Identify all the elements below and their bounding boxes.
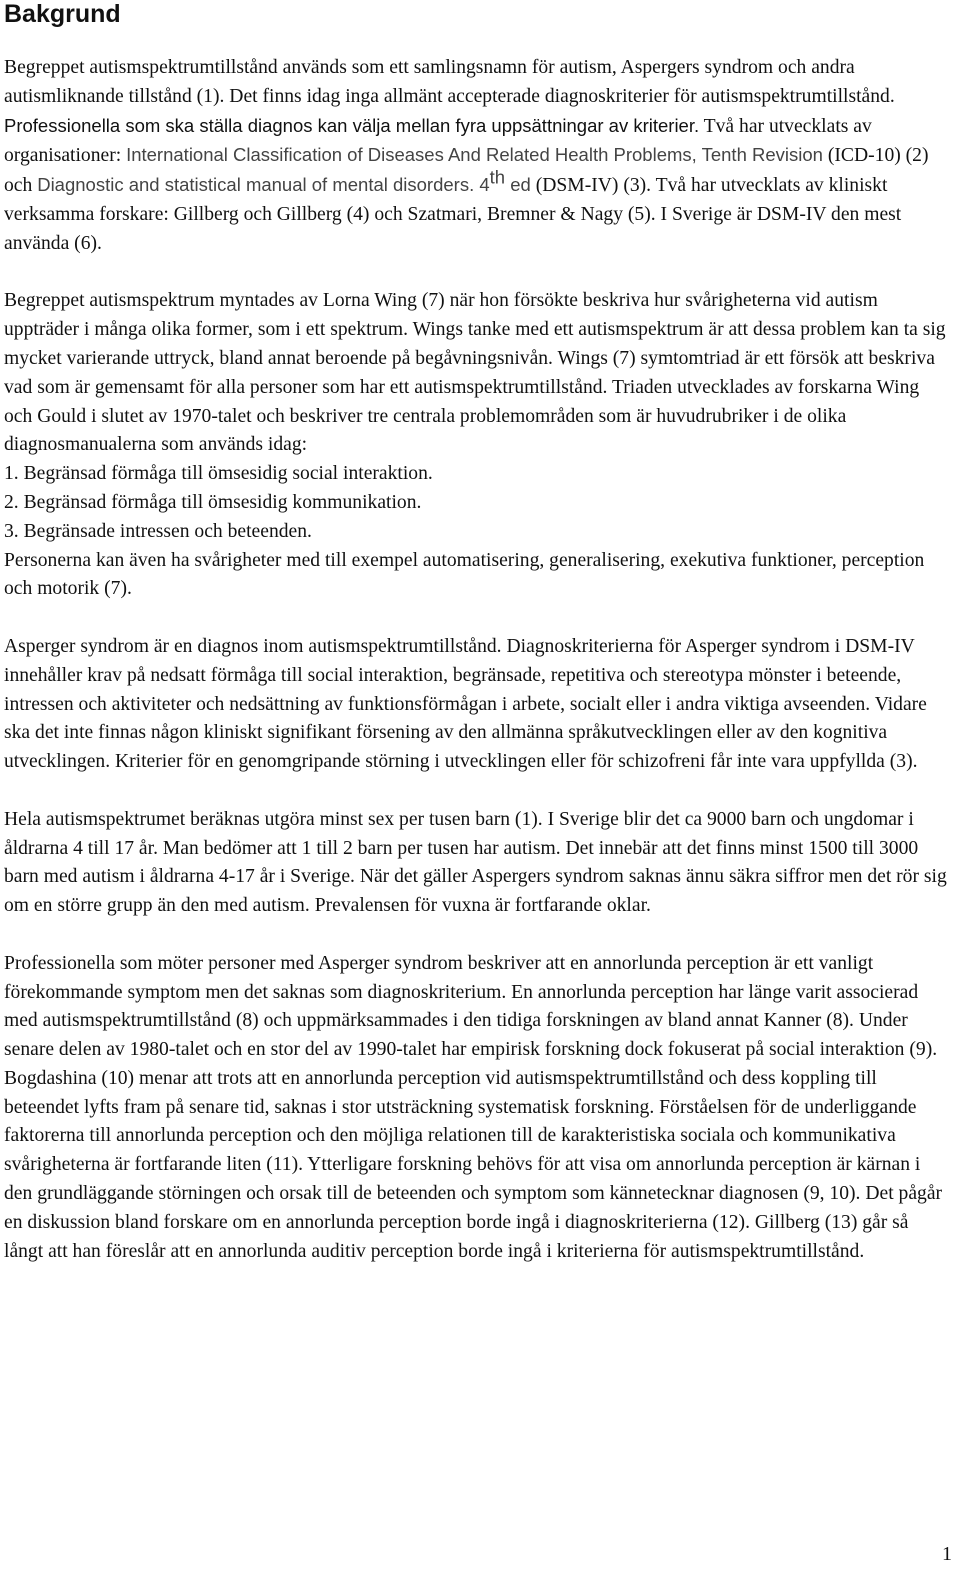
definitions-text-criteria: Professionella som ska ställa diagnos kan välja mellan fyra uppsättningar av kriterier.: [4, 114, 700, 136]
definitions-text-organisations: Två har utvecklats av organisationer:: [4, 115, 872, 167]
paragraph-perception: Professionella som möter personer med Asperger syndrom beskriver att en annorlunda perception är ett vanligt förekommande symptom men det saknas som diagnoskriterium. En annorlunda perception har länge varit associerad med autismspektrumtillstånd (8) och uppmärksammades i den tidiga forskningen av bland annat Kanner (8). Under senare delen av 1980-talet och en stor del av 1990-talet har empirisk forskning dock fokuserat på social interaktion (9). Bogdashina (10) menar att trots att en annorlunda perception vid autismspektrumtillstånd och dess koppling till beteendet lyfts fram på senare tid, saknas i stor utsträckning systematisk forskning. Förståelsen för de underliggande faktorerna till annorlunda perception och den möjliga relationen till de karakteristiska sociala och kommunikativa svårigheterna är fortfarande liten (11). Ytterligare forskning behövs för att visa om annorlunda perception är kärnan i den grundläggande störningen och orsak till de beteenden och symptom som kännetecknar diagnosen (9, 10). Det pågår en diskussion bland forskare om en annorlunda perception borde ingå i diagnoskriterierna (12). Gillberg (13) går så långt att han föreslår att en annorlunda auditiv perception borde ingå i kriterierna för autismspektrumtillstånd.: [4, 952, 943, 1262]
icd-reference: (ICD-10) (2) och: [4, 145, 929, 197]
paragraph-asperger: Asperger syndrom är en diagnos inom autismspektrumtillstånd. Diagnoskriterierna för Asperger syndrom i DSM-IV innehåller krav på nedsatt förmåga till social interaktion, begränsade, repetitiva och stereotypa mönster i beteende, intressen och aktiviteter och nedsättning av funktionsförmågan i arbete, socialt eller i andra viktiga avseenden. Vidare ska det inte finnas någon kliniskt signifikant försening av den allmänna språkutvecklingen eller av den kognitiva utvecklingen. Kriterier för en genomgripande störning i utvecklingen eller för schizofreni får inte vara uppfyllda (3).: [4, 635, 927, 773]
document-page: [4, 0, 952, 1295]
list-item: 2. Begränsad förmåga till ömsesidig kommunikation.: [4, 491, 422, 513]
definitions-text-intro: Begreppet autismspektrumtillstånd används som ett samlingsnamn för autism, Aspergers syndrom och andra autismliknande tillstånd (1). Det finns idag inga allmänt accepterade diagnoskriterier för autismspektrumtillstånd.: [4, 57, 895, 107]
page-number: 1: [942, 1543, 952, 1565]
definitions-text-outro: (DSM-IV) (3). Två har utvecklats av kliniskt verksamma forskare: Gillberg och Gillberg (4) och Szatmari, Bremner & Nagy (5). I Sverige är DSM-IV den mest använda (6).: [4, 175, 902, 254]
paragraph-prevalence: Hela autismspektrumet beräknas utgöra minst sex per tusen barn (1). I Sverige blir det ca 9000 barn och ungdomar i åldrarna 4 till 17 år. Man bedömer att 1 till 2 barn per tusen har autism. Det innebär att det finns minst 1500 till 3000 barn med autism i åldrarna 4-17 år i Sverige. När det gäller Aspergers syndrom saknas ännu säkra siffror men det rör sig om en större grupp än den med autism. Prevalensen för vuxna är fortfarande oklar.: [4, 808, 947, 917]
dsm-superscript: th: [489, 166, 506, 188]
paragraph-autism-spectrum: Begreppet autismspektrum myntades av Lorna Wing (7) när hon försökte beskriva hur svårigheterna vid autism uppträder i många olika former, som i ett spektrum. Wings tanke med ett autismspektrum är att dessa problem kan ta sig mycket varierande uttryck, bland annat beroende på begåvningsnivån. Wings (7) symtomtriad är ett försök att beskriva vad som är gemensamt för alla personer som har ett autismspektrumtillstånd. Triaden utvecklades av forskarna Wing och Gould i slutet av 1970-talet och beskriver tre centrala problemområden som är huvudrubriker i de olika diagnosmanualerna som används idag:: [4, 290, 946, 456]
section-heading: Bakgrund: [4, 0, 121, 28]
dsm-title: Diagnostic and statistical manual of mental disorders. 4: [37, 174, 490, 196]
list-item: 1. Begränsad förmåga till ömsesidig social interaktion.: [4, 463, 433, 485]
dsm-edition: ed: [505, 174, 531, 196]
icd-title: International Classification of Diseases And Related Health Problems, Tenth Revision: [126, 144, 823, 166]
list-item: 3. Begränsade intressen och beteenden.: [4, 520, 312, 542]
paragraph-definitions: [4, 54, 952, 259]
paragraph-additional-difficulties: Personerna kan även ha svårigheter med till exempel automatisering, generalisering, exekutiva funktioner, perception och motorik (7).: [4, 549, 925, 600]
